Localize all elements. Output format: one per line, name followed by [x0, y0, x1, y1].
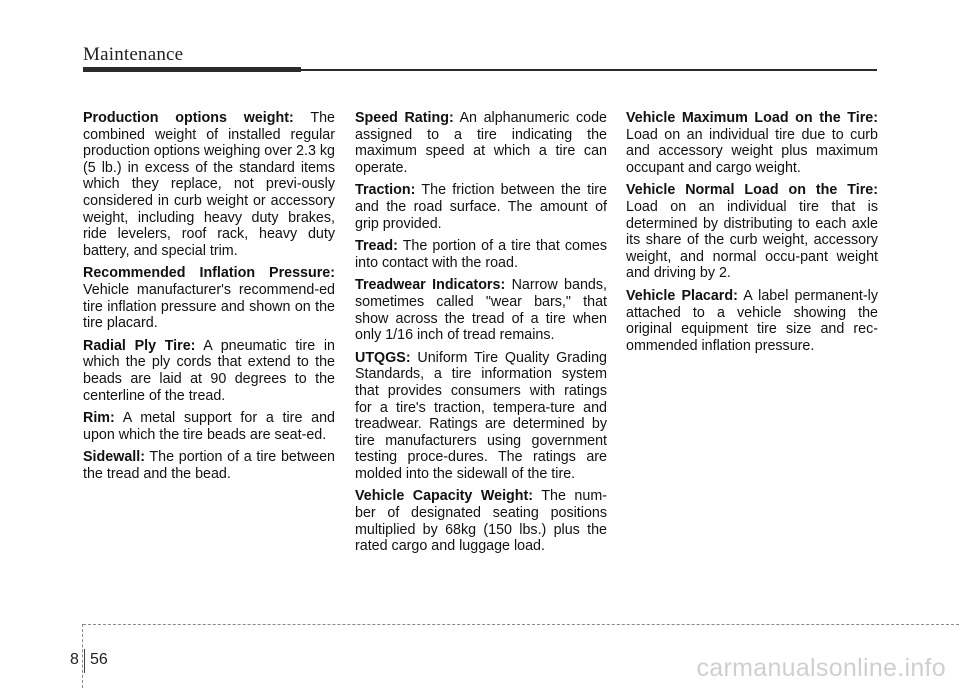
page-chapter-number: 8 — [70, 651, 79, 668]
glossary-definition: The combined weight of installed regular production options weighing over 2.3 kg (5 lb.) in excess of the standard items which they replace, not previ-ously considered in curb weight or accessory weight, including heavy duty brakes, ride levelers, roof rack, heavy duty battery, and special trim. — [83, 110, 335, 259]
glossary-entry-vehicle-placard — [626, 288, 878, 354]
glossary-definition: Uniform Tire Quality Grading Standards, a tire information system that provides consumers with ratings for a tire's traction, tempera-ture and treadwear. Ratings are determined by tire manufacturers using government testing proce-dures. The ratings are molded into the sidewall of the tire. — [355, 349, 607, 482]
glossary-term: Sidewall: — [83, 449, 145, 466]
glossary-term: Vehicle Placard: — [626, 287, 738, 304]
glossary-entry-vehicle-normal-load — [626, 182, 878, 282]
glossary-entry-treadwear-indicators — [355, 277, 607, 343]
glossary-definition: Load on an individual tire that is determined by distributing to each axle its share of the curb weight, accessory weight, and normal occu-pant weight and driving by 2. — [626, 198, 878, 282]
glossary-term: Vehicle Maximum Load on the Tire: — [626, 110, 878, 126]
glossary-entry-recommended-inflation-pressure — [83, 265, 335, 331]
footer-margin-line — [82, 624, 83, 688]
glossary-entry-utqgs — [355, 350, 607, 483]
glossary-term: Treadwear Indicators: — [355, 277, 506, 294]
glossary-entry-vehicle-maximum-load — [626, 110, 878, 176]
header-rule-thick — [83, 67, 301, 72]
glossary-term: UTQGS: — [355, 349, 411, 366]
page-header-title: Maintenance — [83, 44, 184, 65]
glossary-entry-tread — [355, 238, 607, 271]
glossary-definition: An alphanumeric code assigned to a tire indicating the maximum speed at which a tire can operate. — [355, 110, 607, 176]
glossary-entry-sidewall — [83, 449, 335, 482]
glossary-definition: The portion of a tire that comes into contact with the road. — [355, 238, 607, 271]
glossary-definition: The friction between the tire and the road surface. The amount of grip provided. — [355, 182, 607, 232]
glossary-entry-traction — [355, 182, 607, 232]
glossary-definition: Narrow bands, sometimes called "wear bars," that show across the tread of a tire when only 1/16 inch of tread remains. — [355, 277, 607, 344]
glossary-term: Recommended Inflation Pressure: — [83, 265, 335, 282]
glossary-term: Tread: — [355, 238, 398, 255]
glossary-entry-production-options-weight — [83, 110, 335, 259]
glossary-definition: Vehicle manufacturer's recommend-ed tire inflation pressure and shown on the tire placard. — [83, 281, 335, 332]
glossary-definition: Load on an individual tire due to curb and accessory weight plus maximum occupant and cargo weight. — [626, 126, 878, 176]
glossary-term: Production options weight: — [83, 110, 294, 126]
footer-rule — [83, 624, 959, 625]
glossary-term: Vehicle Capacity Weight: — [355, 488, 534, 505]
glossary-term: Rim: — [83, 410, 115, 427]
glossary-entry-vehicle-capacity-weight — [355, 488, 607, 554]
footer-divider — [84, 649, 85, 673]
glossary-definition: The portion of a tire between the tread and the bead. — [83, 449, 335, 482]
glossary-definition: A pneumatic tire in which the ply cords that extend to the beads are laid at 90 degrees to the centerline of the tread. — [83, 337, 335, 404]
column-right — [626, 110, 878, 360]
glossary-term: Vehicle Normal Load on the Tire: — [626, 182, 878, 199]
glossary-definition: A label permanent-ly attached to a vehicle showing the original equipment tire size and rec-ommended inflation pressure. — [626, 287, 878, 354]
watermark: carmanualsonline.info — [696, 654, 946, 682]
glossary-entry-speed-rating — [355, 110, 607, 176]
glossary-term: Radial Ply Tire: — [83, 337, 196, 354]
glossary-entry-rim — [83, 410, 335, 443]
glossary-term: Traction: — [355, 182, 416, 199]
glossary-term: Speed Rating: — [355, 110, 454, 126]
header-rule-thin — [301, 69, 877, 71]
column-left — [83, 110, 335, 488]
glossary-entry-radial-ply-tire — [83, 338, 335, 404]
glossary-definition: The num-ber of designated seating positions multiplied by 68kg (150 lbs.) plus the rated cargo and luggage load. — [355, 488, 607, 555]
glossary-definition: A metal support for a tire and upon which the tire beads are seat-ed. — [83, 410, 335, 443]
page-number: 56 — [90, 651, 108, 668]
column-middle — [355, 110, 607, 561]
